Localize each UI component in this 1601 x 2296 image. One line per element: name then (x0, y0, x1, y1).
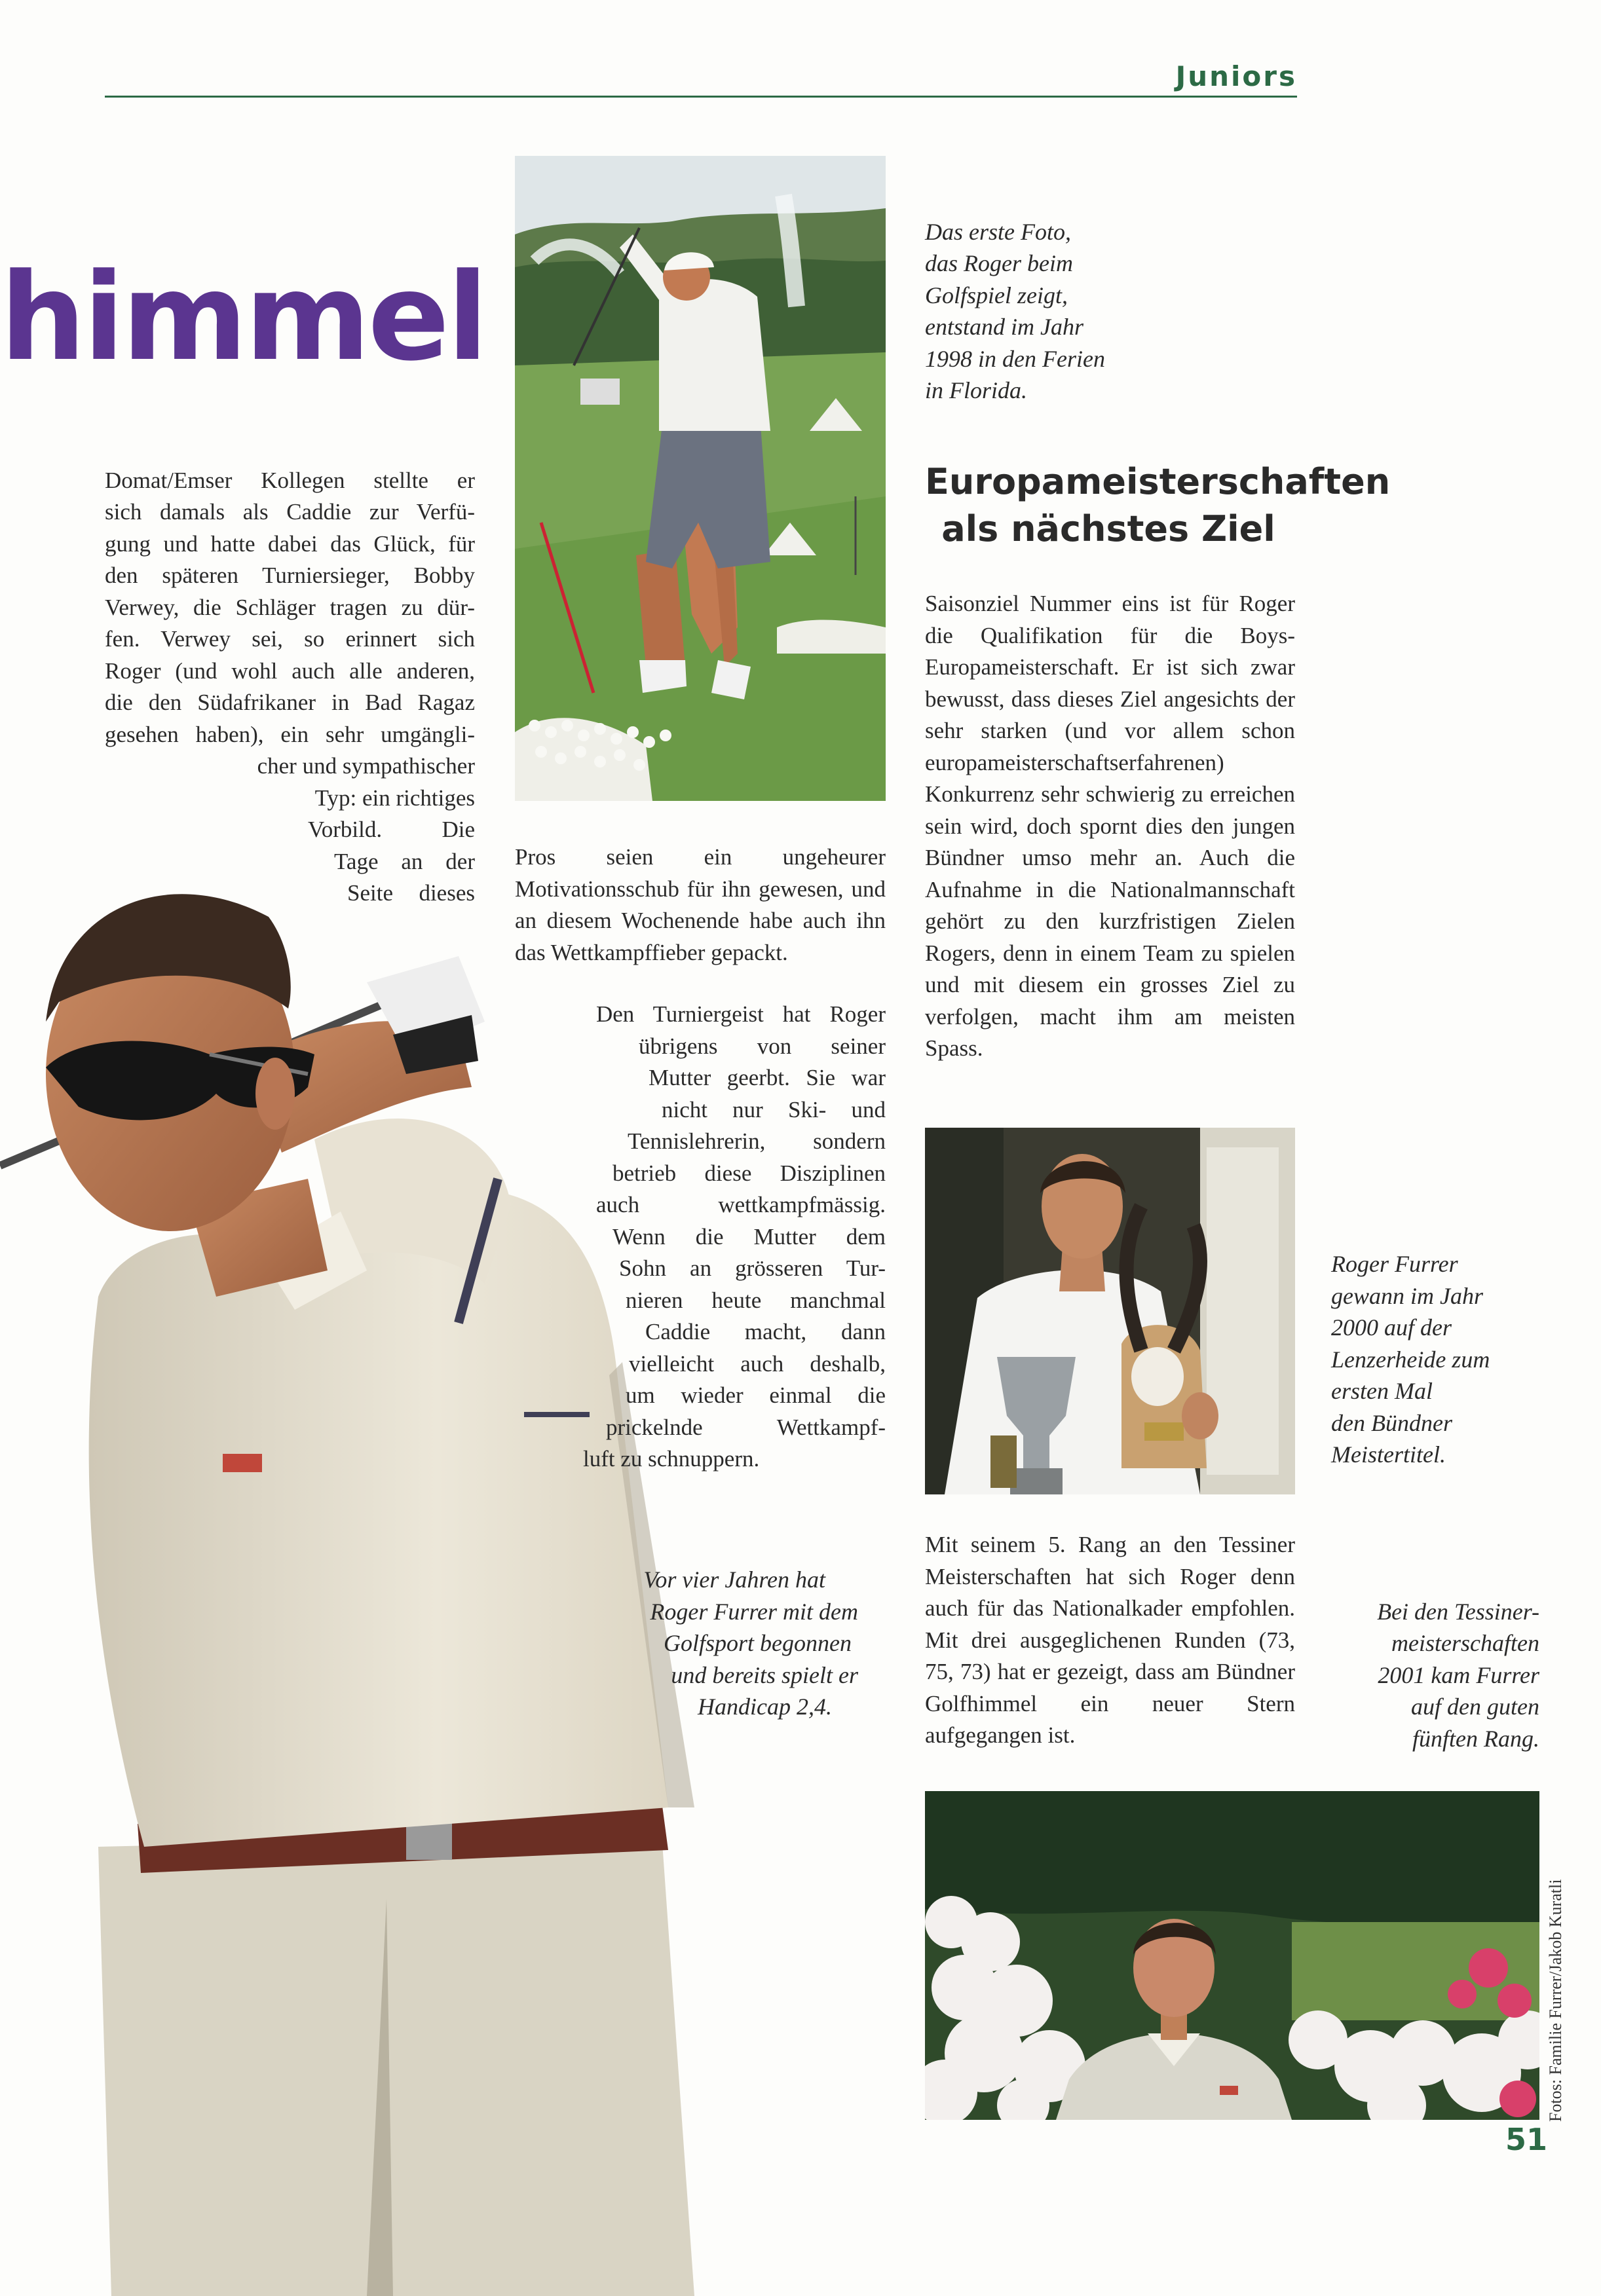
trophy-photo (925, 1128, 1295, 1494)
caption-tessin-line: 2001 kam Furrer (1378, 1662, 1539, 1688)
caption-tessin-line: fünften Rang. (1412, 1726, 1539, 1752)
col1-line: Domat/Emser Kollegen stellte er (105, 468, 475, 493)
col2-line: Tennislehrerin, sondern (628, 1128, 886, 1154)
col2-line: betrieb diese Disziplinen (612, 1160, 886, 1186)
col2-line: Caddie macht, dann (645, 1319, 886, 1344)
caption-first-photo-line: entstand im Jahr (925, 314, 1083, 340)
col1-line: die den Südafrikaner in Bad Ragaz (105, 690, 475, 715)
caption-first-photo-line: das Roger beim (925, 250, 1073, 276)
col2-line: Den Turniergeist hat Roger (596, 1001, 886, 1027)
header-rule (105, 96, 1297, 98)
caption-trophy-line: Roger Furrer (1331, 1251, 1458, 1277)
col1-line: Tage an der (334, 849, 475, 874)
col2-line: prickelnde Wettkampf- (606, 1415, 886, 1440)
col1-line: fen. Verwey sei, so erinnert sich (105, 626, 475, 652)
col3-paragraph-1: Saisonziel Nummer eins ist für Roger die Qualifikation für die Boys-Europameisterschaft. Er ist sich zwar bewusst, dass dieses Ziel angesichts der sehr starken (und vor allem schon europameisterschaftserfahrenen) Konkurrenz sehr schwierig zu erreichen sein wird, doch spornt dies den jungen Bündner umso mehr an. Auch die Aufnahme in die Nationalmannschaft gehört zu den kurzfristigen Zielen Rogers, denn in einem Team zu spielen und mit diesem ein grosses Ziel zu verfolgen, macht ihm am meisten Spass. (925, 591, 1295, 1061)
caption-hero-line: Vor vier Jahren hat (643, 1566, 825, 1593)
caption-trophy-line: gewann im Jahr (1331, 1283, 1483, 1309)
caption-hero-line: Handicap 2,4. (698, 1694, 832, 1720)
col1-line: Roger (und wohl auch alle anderen, (105, 658, 475, 684)
section-label: Juniors (1175, 60, 1297, 92)
col2-line: luft zu schnuppern. (583, 1446, 760, 1472)
caption-first-photo-line: Golfspiel zeigt, (925, 282, 1068, 308)
col1-line: Typ: ein richtiges (314, 785, 475, 811)
page-number: 51 (1505, 2122, 1548, 2157)
caption-hero-line: und bereits spielt er (671, 1662, 858, 1688)
col1-line: Verwey, die Schläger tragen zu dür- (105, 595, 475, 620)
first-golf-photo (515, 156, 886, 801)
col1-line: gung und hatte dabei das Glück, für (105, 531, 475, 557)
photo-credit: Fotos: Familie Furrer/Jakob Kuratli (1546, 1879, 1565, 2122)
caption-tessin-line: meisterschaften (1391, 1630, 1539, 1656)
col2-line: nieren heute manchmal (626, 1287, 886, 1313)
caption-trophy-line: 2000 auf der (1331, 1314, 1452, 1341)
col1-line: Vorbild. Die (308, 817, 475, 842)
col2-line: nicht nur Ski- und (662, 1097, 886, 1122)
col1-line: gesehen haben), ein sehr umgängli- (105, 722, 475, 747)
headline: himmel (0, 248, 486, 388)
caption-trophy-line: Lenzerheide zum (1331, 1346, 1490, 1373)
col2-line: auch wettkampfmässig. (596, 1192, 886, 1217)
col2-line: Wenn die Mutter dem (612, 1224, 886, 1250)
caption-tessin-line: Bei den Tessiner- (1377, 1599, 1539, 1625)
col1-line: cher und sympathischer (257, 753, 475, 779)
caption-hero-line: Roger Furrer mit dem (650, 1599, 858, 1625)
col2-paragraph-1: Pros seien ein ungeheurer Motivationsschub für ihn gewesen, und an diesem Wochenende habe auch ihn das Wettkampffieber gepackt. (515, 844, 886, 965)
col2-line: Sohn an grösseren Tur- (619, 1255, 886, 1281)
col1-line: Seite dieses (347, 880, 475, 906)
caption-first-photo-line: Das erste Foto, (925, 219, 1071, 245)
caption-hero-line: Golfsport begonnen (664, 1630, 852, 1656)
col1-line: den späteren Turniersieger, Bobby (105, 563, 475, 588)
caption-trophy-line: Meistertitel. (1331, 1441, 1446, 1468)
caption-trophy-line: ersten Mal (1331, 1378, 1433, 1404)
subheading: Europameisterschaften als nächstes Ziel (925, 461, 1391, 549)
caption-first-photo-line: in Florida. (925, 377, 1028, 403)
col2-line: vielleicht auch deshalb, (629, 1351, 886, 1377)
col2-line: Mutter geerbt. Sie war (649, 1065, 886, 1090)
caption-trophy-line: den Bündner (1331, 1410, 1452, 1436)
caption-tessin-line: auf den guten (1411, 1694, 1539, 1720)
col3-paragraph-2: Mit seinem 5. Rang an den Tessiner Meisterschaften hat sich Roger denn auch für das Nationalkader empfohlen. Mit drei ausgeglichenen Runden (73, 75, 73) hat er gezeigt, dass am Bündner Golfhimmel ein neuer Stern aufgegangen ist. (925, 1532, 1295, 1748)
caption-first-photo-line: 1998 in den Ferien (925, 346, 1105, 372)
col2-line: übrigens von seiner (639, 1033, 886, 1059)
garden-portrait-photo (925, 1791, 1539, 2120)
col1-line: sich damals als Caddie zur Verfü- (105, 499, 475, 525)
col2-line: um wieder einmal die (626, 1382, 886, 1408)
